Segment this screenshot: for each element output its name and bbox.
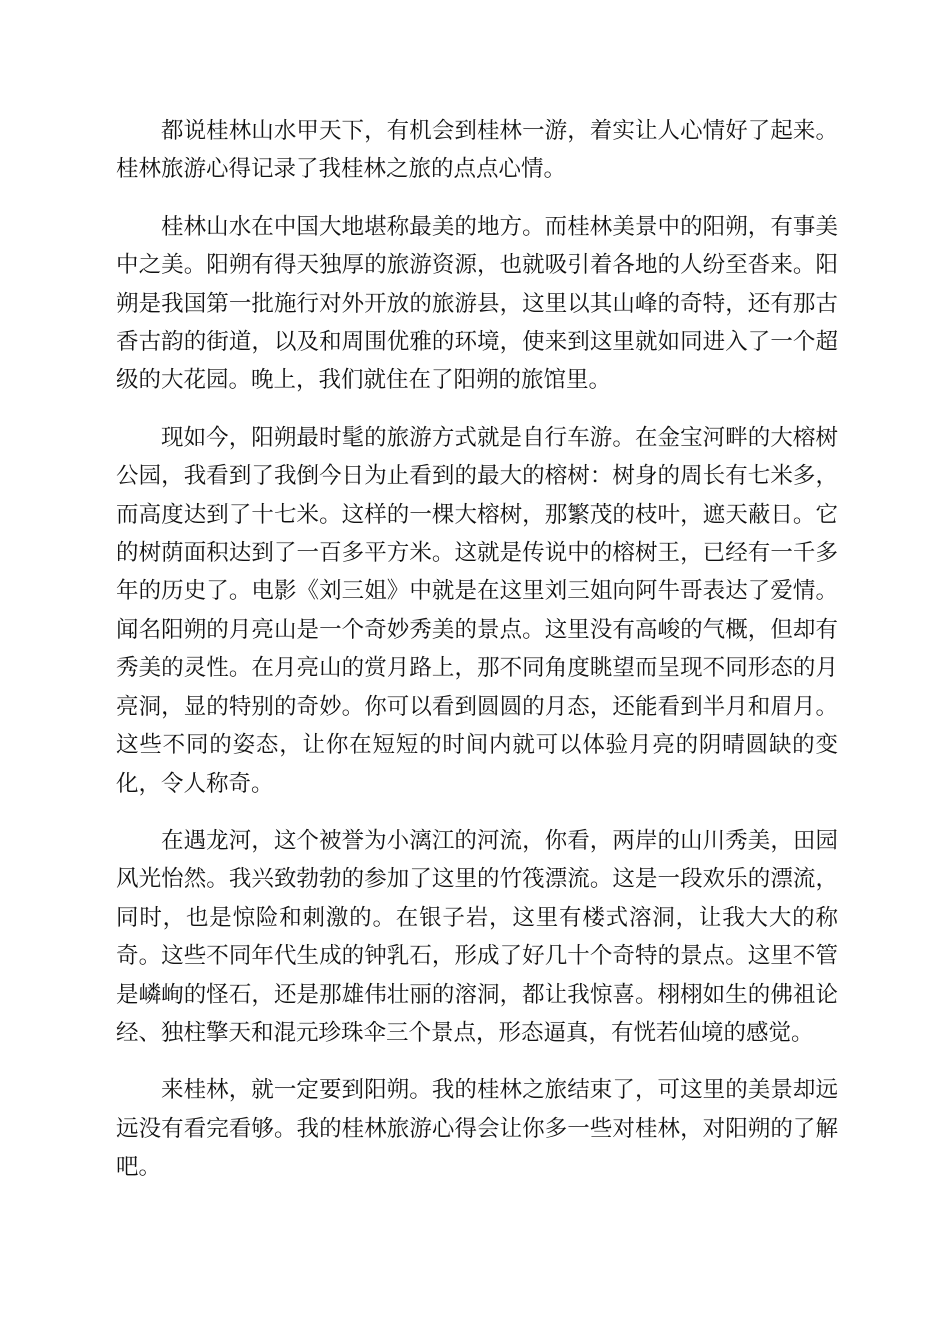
paragraph-5: 来桂林，就一定要到阳朔。我的桂林之旅结束了，可这里的美景却远远没有看完看够。我的桂林旅游心得会让你多一些对桂林，对阳朔的了解吧。 [116,1077,838,1181]
paragraph-2: 桂林山水在中国大地堪称最美的地方。而桂林美景中的阳朔，有事美中之美。阳朔有得天独厚的旅游资源，也就吸引着各地的人纷至沓来。阳朔是我国第一批施行对外开放的旅游县，这里以其山峰的奇特，还有那古香古韵的街道，以及和周围优雅的环境，使来到这里就如同进入了一个超级的大花园。晚上，我们就住在了阳朔的旅馆里。 [116,213,838,394]
document-body [116,112,838,1206]
paragraph-3: 现如今，阳朔最时髦的旅游方式就是自行车游。在金宝河畔的大榕树公园，我看到了我倒今日为止看到的最大的榕树：树身的周长有七米多，而高度达到了十七米。这样的一棵大榕树，那繁茂的枝叶，遮天蔽日。它的树荫面积达到了一百多平方米。这就是传说中的榕树王，已经有一千多年的历史了。电影《刘三姐》中就是在这里刘三姐向阿牛哥表达了爱情。闻名阳朔的月亮山是一个奇妙秀美的景点。这里没有高峻的气概，但却有秀美的灵性。在月亮山的赏月路上，那不同角度眺望而呈现不同形态的月亮洞，显的特别的奇妙。你可以看到圆圆的月态，还能看到半月和眉月。这些不同的姿态，让你在短短的时间内就可以体验月亮的阴晴圆缺的变化，令人称奇。 [116,424,838,797]
paragraph-1: 都说桂林山水甲天下，有机会到桂林一游，着实让人心情好了起来。桂林旅游心得记录了我桂林之旅的点点心情。 [116,118,838,183]
paragraph-4: 在遇龙河，这个被誉为小漓江的河流，你看，两岸的山川秀美，田园风光怡然。我兴致勃勃的参加了这里的竹筏漂流。这是一段欢乐的漂流，同时，也是惊险和刺激的。在银子岩，这里有楼式溶洞，让我大大的称奇。这些不同年代生成的钟乳石，形成了好几十个奇特的景点。这里不管是嶙峋的怪石，还是那雄伟壮丽的溶洞，都让我惊喜。栩栩如生的佛祖论经、独柱擎天和混元珍珠伞三个景点，形态逼真，有恍若仙境的感觉。 [116,827,838,1046]
